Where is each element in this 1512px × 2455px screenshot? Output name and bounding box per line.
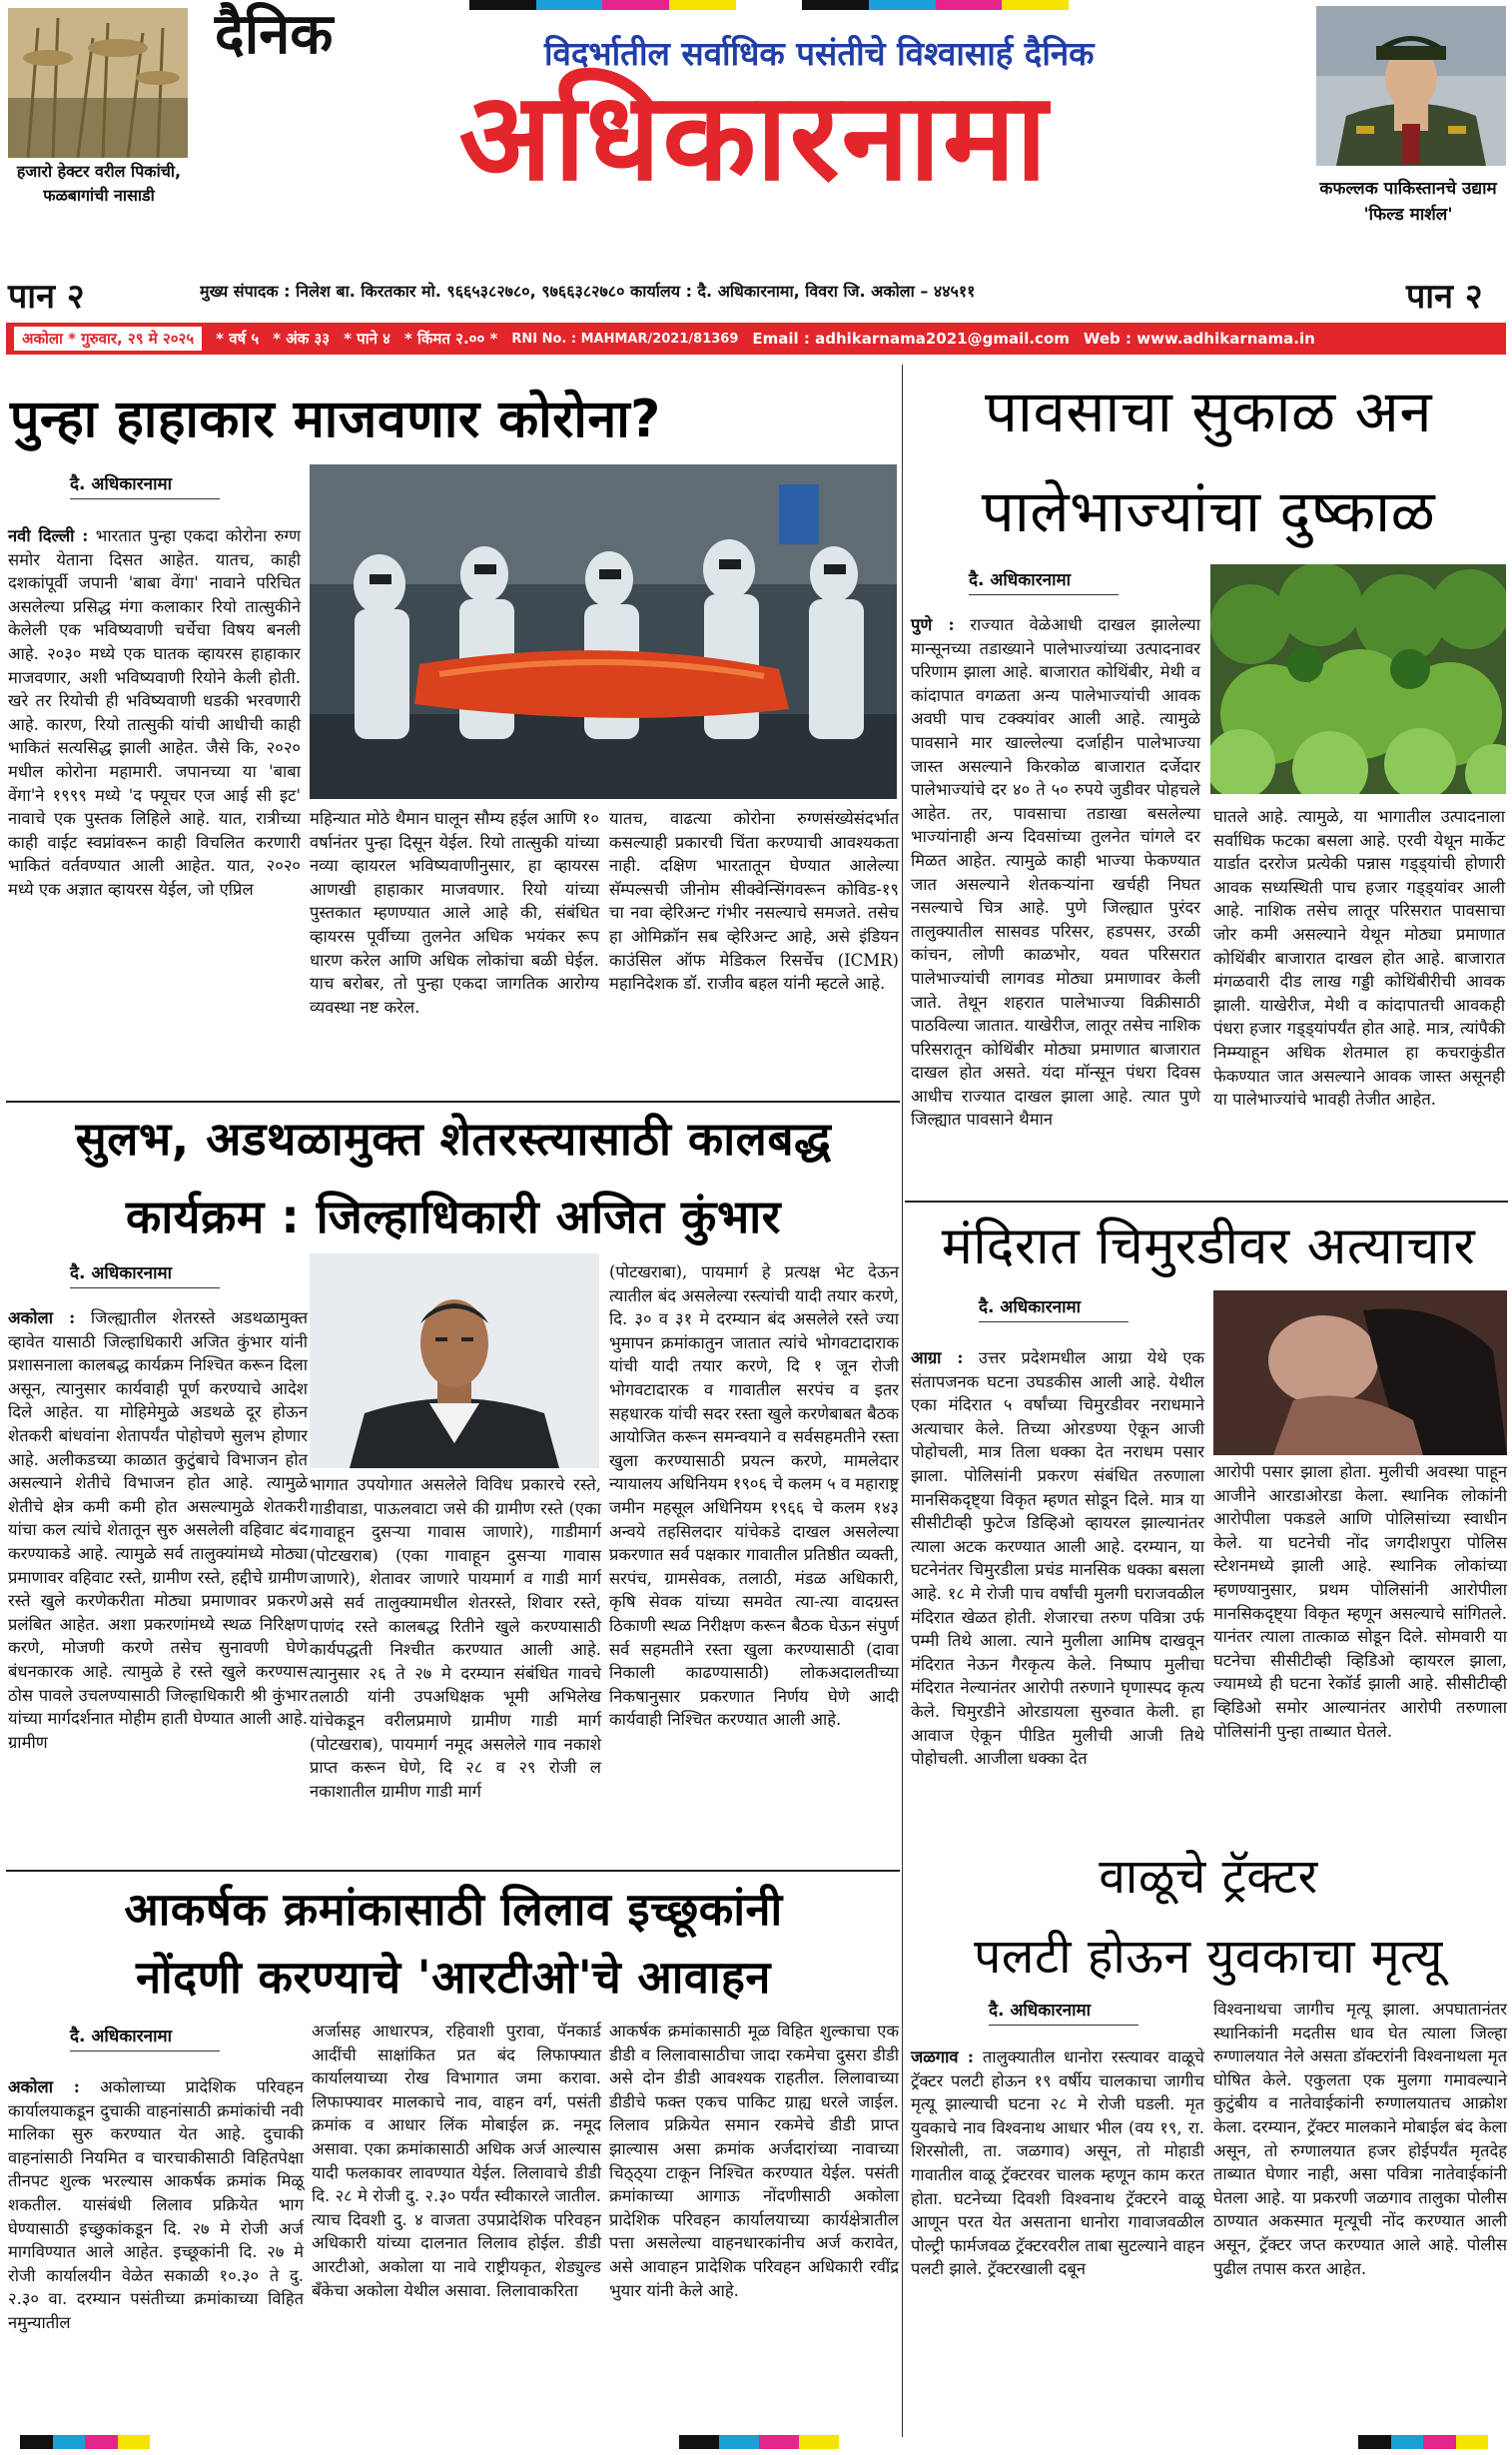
corona-photo — [310, 464, 897, 799]
rto-col1 — [8, 2075, 304, 2335]
collector-photo — [310, 1253, 599, 1468]
rto-dateline: अकोला : — [8, 2077, 80, 2096]
shet-byline — [70, 1260, 220, 1288]
masthead-daily: दैनिक — [215, 2, 334, 67]
corona-col1 — [8, 524, 301, 902]
rni-number: RNI No. : MAHMAR/2021/81369 — [511, 331, 739, 347]
rain-byline — [969, 567, 1119, 595]
mandir-col2: आरोपी पसार झाला होता. मुलीची अवस्था पाहून आजीने आरडाओरडा केला. स्थानिक लोकांनी आरोपीला पकडले आणि पोलिसांच्या स्वाधीन केले. या घटनेची नोंद जगदीशपुरा पोलिस स्टेशनमध्ये झाली आहे. स्थानिक लोकांच्या म्हणण्यानुसार, प्रथम पोलिसांनी आरोपीला मानसिकदृष्ट्या विकृत म्हणून असल्याचे सांगितले. यानंतर त्याला तात्काळ सोडून दिले. सोमवारी या घटनेचा सीसीटीव्ही व्हिडिओ व्हायरल झाला, ज्यामध्ये ही घटना रेकॉर्ड झाली आहे. सीसीटीव्ही व्हिडिओ समोर आल्यानंतर आरोपी तरुणाला पोलिसांनी पुन्हा ताब्यात घेतले. — [1213, 1462, 1507, 1741]
mandir-col1 — [911, 1346, 1204, 1771]
rto-byline — [70, 2024, 220, 2051]
editor-line: मुख्य संपादक : निलेश बा. किरतकार मो. ९६६५३८२७८०, ९७६६३८२७८० कार्यालय : दै. अधिकारनामा, विवरा जि. अकोला – ४४५११ — [200, 282, 976, 301]
shet-col1-text: जिल्ह्यातील शेतरस्ते अडथळामुक्त व्हावेत यासाठी जिल्हाधिकारी अजित कुंभार यांनी प्रशासनाला कालबद्ध कार्यक्रम निश्चित करून दिला असून, त्यानुसार कार्यवाही पूर्ण करण्याचे आदेश दिले आहेत. या मोहिमेमुळे अडथळे दूर होऊन शेतकरी बांधवांना शेतापर्यंत पोहोचणे सुलभ होणार आहे. अलीकडच्या काळात कुटुंबाचे विभाजन होत असल्याने शेतीचे विभाजन होत आहे. त्यामुळे शेतीचे क्षेत्र कमी कमी होत असल्यामुळे शेतकरी यांचा कल त्यांचे शेतातून सुरु असलेली वहिवाट बंद करण्याकडे आहे. त्यामुळे सर्व तालुक्यांमध्ये मोठ्या प्रमाणावर वहिवाट रस्ते, ग्रामीण रस्ते, हद्दीचे ग्रामीण रस्ते खुले करणेकरीता मोठ्या प्रमाणावर प्रकरणे प्रलंबित आहेत. अशा प्रकरणांमध्ये स्थळ निरिक्षण करणे, मोजणी करणे तसेच सुनावणी घेणे बंधनकारक आहे. त्यामुळे हे रस्ते खुले करण्यास ठोस पावले उचलण्यासाठी जिल्हाधिकारी श्री कुंभार यांच्या मार्गदर्शनात मोहीम हाती घेण्यात आली आहे. ग्रामीण — [8, 1308, 308, 1752]
shet-col1 — [8, 1306, 308, 1754]
info-bar — [6, 323, 1506, 355]
corona-col2: महिन्यात मोठे थैमान घालून सौम्य हईल आणि १० वर्षानंतर पुन्हा दिसून येईल. रियो तात्सुकी यांच्या नव्या व्हायरल भविष्यवाणीनुसार, हा व्हायरस आणखी हाहाकार माजवणार. रियो यांच्या पुस्तकात म्हणण्यात आले आहे की, संबंधित व्हायरस पूर्वीच्या तुलनेत अधिक भयंकर रूप धारण करेल आणि अधिक लोकांचा बळी घेईल. याच बरोबर, तो पुन्हा एकदा जागतिक आरोग्य व्यवस्था नष्ट करेल. — [310, 809, 599, 1017]
tractor-dateline: जळगाव : — [911, 2047, 974, 2066]
mandir-col1-text: उत्तर प्रदेशमधील आग्रा येथे एक संतापजनक घटना उघडकीस आली आहे. येथील एका मंदिरात ५ वर्षांच्या चिमुरडीवर नराधमाने अत्याचार केले. तिच्या ओरडण्या ऐकून आजी पोहोचली, मात्र तिला धक्का देत नराधम पसार झाला. पोलिसांनी प्रकरण संबंधित तरुणाला मानसिकदृष्ट्या विकृत म्हणत सोडून दिले. मात्र या सीसीटीव्ही फुटेज डिव्हिओ व्हायरल झाल्यानंतर त्याला अटक करण्यात आली आहे. दरम्यान, या घटनेनंतर चिमुरडीला प्रचंड मानसिक धक्का बसला आहे. १८ मे रोजी पाच वर्षांची मुलगी घराजवळील मंदिरात खेळत होती. शेजारचा तरुण पवित्रा उर्फ पम्मी तिथे आला. त्याने मुलीला आमिष दाखवून मंदिरात नेऊन गैरकृत्य केले. निष्पाप मुलीचा मंदिरात नेल्यानंतर आरोपी तरुणाने घृणास्पद कृत्य केले. चिमुरडीने ओरडायला सुरुवात केली. हा आवाज ऐकून पीडित मुलीची आजी तिथे पोहोचली. आजीला धक्का देत — [911, 1348, 1205, 1769]
email-link[interactable]: Email : adhikarnama2021@gmail.com — [752, 330, 1070, 348]
tractor-byline — [989, 1998, 1138, 2026]
issue-year: * वर्ष ५ — [216, 330, 260, 348]
rto-col1-text: अकोलाच्या प्रादेशिक परिवहन कार्यालयाकडून दुचाकी वाहनांसाठी क्रमांकांची नवी मालिका सुरु करण्यात येत आहे. दुचाकी वाहनांसाठी नियमित व चारचाकीसाठी विहितपेक्षा तीनपट शुल्क भरल्यास आकर्षक क्रमांक मिळू शकतील. यासंबंधी लिलाव प्रक्रियेत भाग घेण्यासाठी इच्छुकांकडून दि. २७ मे रोजी अर्ज मागविण्यात आले आहेत. इच्छूकांनी दि. २७ मे रोजी कार्यालयीन वेळेत सकाळी १०.३० ते दु. २.३० वा. दरम्यान पसंतीच्या क्रमांकाच्या विहित नमुन्यातील — [8, 2077, 304, 2332]
corona-headline: पुन्हा हाहाकार माजवणार कोरोना? — [10, 390, 661, 449]
shet-col2: भागात उपयोगात असलेले विविध प्रकारचे रस्ते, गाडीवाडा, पाऊलवाटा जसे की ग्रामीण रस्ते (एका गावाहून दुसऱ्या गावास जाणारे), गाडीमार्ग (पोटखराब) (एका गावाहून दुसऱ्या गावास जाणारे), शेतावर जाणारे पायमार्ग व गाडी मार्ग असे सर्व तालुक्यामधील शेतरस्ते, शिवार रस्ते, पाणंद रस्ते कालबद्ध रितीने खुले करण्यासाठी कार्यपद्धती निश्चीत करण्यात आली आहे. त्यानुसार २६ ते २७ मे दरम्यान संबंधित गावचे तलाठी यांनी उपअधिक्षक भूमी अभिलेख यांचेकडून वरीलप्रमाणे ग्रामीण गाडी मार्ग (पोटखराब), पायमार्ग नमूद असलेले गाव नकाशे प्राप्त करून घेणे, दि २८ व २९ रोजी ल नकाशातील ग्रामीण गाडी मार्ग — [310, 1475, 601, 1801]
corona-col1-text: भारतात पुन्हा एकदा कोरोना रुग्ण समोर येताना दिसत आहेत. यातच, काही दशकांपूर्वी जपानी 'बाबा वेंगा' नावाने परिचित असलेल्या प्रसिद्ध मंगा कलाकार रियो तात्सुकीने केलेली एक भविष्यवाणी चर्चेचा विषय बनली आहे. २०३० मध्ये एक घातक व्हायरस हाहाकार माजवणार, अशी भविष्यवाणी रियोने केली होती. खरे तर रियोची ही भविष्यवाणी धडकी भरवणारी आहे. कारण, रियो तात्सुकी यांची आधीची काही भाकितं सत्यसिद्ध झाली आहेत. जैसे कि, २०२० मधील कोरोना महामारी. जपानच्या या 'बाबा वेंगा'ने १९९९ मध्ये 'द फ्यूचर एज आई सी इट' नावाचे एक पुस्तक लिहिले आहे. यात, रात्रीच्या काही वाईट स्वप्नांवरून काही विचलित करणारी भाकितं वर्तवण्यात आली आहेत. यात, २०२० मध्ये एक अज्ञात व्हायरस येईल, जो एप्रिल — [8, 526, 301, 899]
tractor-col1 — [911, 2046, 1204, 2281]
rain-dateline: पुणे : — [911, 615, 955, 634]
top-color-strip — [469, 0, 1069, 10]
rto-col2: अर्जासह आधारपत्र, रहिवाशी पुरावा, पॅनकार्ड आदींची साक्षांकित प्रत बंद लिफाफ्यात कार्यालयाच्या रोख विभागात जमा करावा. लिफाफ्यावर मालकाचे नाव, वाहन वर्ग, पसंती क्रमांक व आधार लिंक मोबाईल क्र. नमूद असावा. एका क्रमांकासाठी अधिक अर्ज आल्यास यादी फलकावर लावण्यात येईल. लिलावाचे डीडी दि. २८ मे रोजी दु. २.३० पर्यंत स्वीकारले जातील. त्याच दिवशी दु. ४ वाजता उपप्रादेशिक परिवहन अधिकारी यांच्या दालनात लिलाव होईल. डीडी आरटीओ, अकोला या नावे राष्ट्रीयकृत, शेड्युल्ड बँकेचा अकोला येथील असावा. लिलावाकरिता — [312, 2022, 601, 2300]
rto-headline-line2: नोंदणी करण्याचे 'आरटीओ'चे आवाहन — [136, 1951, 771, 2004]
masthead-tagline: विदर्भातील सर्वाधिक पसंतीचे विश्वासार्ह दैनिक — [544, 34, 1095, 73]
bottom-color-strip-left — [20, 2435, 150, 2449]
masthead-title: अधिकारनामा — [458, 66, 1050, 208]
rain-byline-text: दै. अधिकारनामा — [969, 570, 1072, 590]
issue-price: * किंमत २.०० * — [403, 330, 498, 348]
corona-col3: यातच, वाढत्या कोरोना रुग्णसंख्येसंदर्भात कसल्याही प्रकारची चिंता करण्याची आवश्यकता नाही. दक्षिण भारतातून घेण्यात आलेल्या सॅम्पल्सची जीनोम सीक्वेन्सिंगवरून कोविड-१९ चा नवा व्हेरिअन्ट गंभीर नसल्याचे समजते. तसेच हा ओमिक्रॉन सब व्हेरिअन्ट आहे, असे इंडियन काउंसिल ऑफ मेडिकल रिसर्चेच (ICMR) महानिदेशक डॉ. राजीव बहल यांनी म्हटले आहे. — [609, 809, 899, 994]
mandir-byline-text: दै. अधिकारनामा — [979, 1297, 1082, 1317]
issue-date: अकोला * गुरुवार, २९ मे २०२५ — [14, 327, 202, 351]
bottom-color-strip-center — [679, 2435, 839, 2449]
page-number-right: पान २ — [1406, 277, 1483, 317]
shet-dateline: अकोला : — [8, 1308, 76, 1327]
rto-headline-line1: आकर्षक क्रमांकासाठी लिलाव इच्छूकांनी — [124, 1883, 783, 1936]
tractor-byline-text: दै. अधिकारनामा — [989, 2001, 1092, 2021]
rto-top-rule — [6, 1870, 900, 1872]
mandir-headline: मंदिरात चिमुरडीवर अत्याचार — [941, 1217, 1476, 1276]
rto-byline-text: दै. अधिकारनामा — [70, 2027, 173, 2046]
corona-byline-text: दै. अधिकारनामा — [70, 474, 173, 494]
shet-headline-line1: सुलभ, अडथळामुक्त शेतरस्त्यासाठी कालबद्ध — [75, 1112, 832, 1166]
page-number-left: पान २ — [8, 277, 85, 317]
shet-top-rule — [6, 1101, 900, 1103]
tractor-col1-text: तालुक्यातील धानोरा रस्त्यावर वाळूचे ट्रॅक्टर पलटी होऊन १९ वर्षीय चालकाचा जागीच मृत्यू झाल्याची घटना २८ मे रोजी घडली. मृत युवकाचे नाव विश्वनाथ आधार भील (वय १९, रा. शिरसोली, ता. जळगाव) असून, तो मोहाडी गावातील वाळू ट्रॅक्टरवर चालक म्हणून काम करत होता. घटनेच्या दिवशी विश्वनाथ ट्रॅक्टरने वाळू आणून परत येत असताना धानोरा गावाजवळील पोल्ट्री फार्मजवळ ट्रॅक्टरवरील ताबा सुटल्याने वाहन पलटी झाले. ट्रॅक्टरखाली दबून — [911, 2047, 1204, 2279]
bottom-color-strip-right — [1358, 2435, 1488, 2449]
shet-byline-text: दै. अधिकारनामा — [70, 1263, 173, 1283]
rain-col2: घातले आहे. त्यामुळे, या भागातील उत्पादनाला सर्वाधिक फटका बसला आहे. एरवी येथून मार्केट यार्डात दररोज प्रत्येकी पन्नास गड्ड्यांची होणारी आवक सध्यस्थिती पाच हजार गड्ड्यांवर आली आहे. नाशिक तसेच लातूर परिसरात पावसाचा जोर कमी असल्याने येथून मोठ्या प्रमाणात कोथिंबीर बाजारात दाखल होत आहे. बाजारात मंगळवारी दीड लाख गड्डी कोथिंबीरीची आवक झाली. याखेरीज, मेथी व कांदापातची आवकही पंधरा हजार गड्ड्यांपर्यंत होत आहे. मात्र, त्यांपैकी निम्म्याहून अधिक शेतमाल हा कचराकुंडीत फेकण्यात जात असल्याने आवक जास्त असूनही या पालेभाज्यांचे भावही तेजीत आहेत. — [1213, 807, 1505, 1110]
tractor-headline-line1: वाळूचे ट्रॅक्टर — [1099, 1849, 1318, 1905]
tractor-col2: विश्वनाथचा जागीच मृत्यू झाला. अपघातानंतर स्थानिकांनी मदतीस धाव घेत त्याला जिल्हा रुग्णालयात नेले असता डॉक्टरांनी विश्वनाथला मृत घोषित केले. एकुलता एक मुलगा गमावल्याने कुटुंबीय व नातेवाईकांनी रुग्णालयातच आक्रोश केला. दरम्यान, ट्रॅक्टर मालकाने मोबाईल बंद केला असून, तो रुग्णालयात हजर होईपर्यंत मृतदेह ताब्यात घेणार नाही, असा पवित्रा नातेवाईकांनी घेतला आहे. या प्रकरणी जळगाव तालुका पोलीस ठाण्यात अकस्मात मृत्यूची नोंद करण्यात आली असून, ट्रॅक्टर जप्त करण्यात आले आहे. पोलीस पुढील तपास करत आहेत. — [1213, 2000, 1507, 2278]
left-photo-caption: हजारो हेक्टर वरील पिकांची, फळबागांची नासाडी — [16, 162, 182, 205]
tractor-headline-line2: पलटी होऊन युवकाचा मृत्यू — [974, 1929, 1443, 1985]
shet-headline-line2: कार्यक्रम : जिल्हाधिकारी अजित कुंभार — [126, 1190, 781, 1243]
mandir-top-rule — [905, 1201, 1508, 1203]
corona-byline — [70, 471, 220, 499]
page-count: * पाने ४ — [344, 330, 390, 348]
rain-col1 — [911, 613, 1200, 1132]
rain-col1-text: राज्यात वेळेआधी दाखल झालेल्या मान्सूनच्या तडाख्याने पालेभाज्यांच्या उत्पादनावर परिणाम झाला आहे. बाजारात कोथिंबीर, मेथी व कांदापात वगळता अन्य पालेभाज्यांची आवक अवघी पाच टक्क्यांवर आली आहे. त्यामुळे पावसाने मार खाल्लेल्या दर्जाहीन पालेभाज्या जास्त असल्याने किरकोळ बाजारात दर्जेदार पालेभाज्यांचे दर ४० ते ५० रुपये जुडीवर पोहचले आहेत. तर, पावसाचा तडाखा बसलेल्या भाज्यांनाही अन्य दिवसांच्या तुलनेत चांगले दर मिळत आहेत. त्यामुळे काही भाज्या फेकण्यात जात असल्याने शेतकऱ्यांना खर्चही निघत नसल्याचे चित्र आहे. पुणे जिल्ह्यात पुरंदर तालुक्यातील सासवड परिसर, हडपसर, उरळी कांचन, लोणी काळभोर, यवत परिसरात पालेभाज्यांची लागवड मोठ्या प्रमाणावर केली जाते. तेथून शहरात पालेभाज्या विक्रीसाठी पाठविल्या जातात. याखेरीज, लातूर तसेच नाशिक परिसरातून कोथिंबीर मोठ्या प्रमाणात बाजारात दाखल होत असते. यंदा मॉन्सून पंधरा दिवस आधीच राज्यात दाखल झाला आहे. त्यात पुणे जिल्ह्यात पावसाने थैमान — [911, 615, 1200, 1130]
column-rule-main — [902, 365, 903, 2437]
website-link[interactable]: Web : www.adhikarnama.in — [1083, 330, 1315, 348]
rain-headline-line1: पावसाचा सुकाळ अन — [984, 378, 1433, 445]
mandir-byline — [979, 1294, 1129, 1322]
rto-col3: आकर्षक क्रमांकासाठी मूळ विहित शुल्काचा एक डीडी व लिलावासाठीचा जादा रकमेचा दुसरा डीडी असे दोन डीडी आवश्यक राहतील. लिलावाच्या डीडीचे फक्त एकच पाकिट ग्राह्य धरले जाईल. लिलाव प्रक्रियेत समान रकमेचे डीडी प्राप्त झाल्यास असा क्रमांक अर्जदारांच्या नावाच्या चिठ्ठ्या टाकून निश्चित करण्यात येईल. पसंती क्रमांकाच्या आगाऊ नोंदणीसाठी अकोला प्रादेशिक परिवहन कार्यालयाच्या कार्यक्षेत्रातील पत्ता असलेल्या वाहनधारकांनीच अर्ज करावेत, असे आवाहन प्रादेशिक परिवहन अधिकारी रवींद्र भुयार यांनी केले आहे. — [609, 2022, 899, 2300]
vegetables-photo — [1210, 564, 1506, 794]
issue-number: * अंक ३३ — [273, 330, 331, 348]
mandir-photo — [1213, 1290, 1507, 1455]
rain-headline-line2: पालेभाज्यांचा दुष्काळ — [981, 477, 1436, 545]
right-photo-caption: कफल्लक पाकिस्तानचे उद्याम 'फिल्ड मार्शल' — [1319, 179, 1497, 225]
corona-dateline: नवी दिल्ली : — [8, 526, 89, 545]
shet-col3: (पोटखराबा), पायमार्ग हे प्रत्यक्ष भेट देऊन त्यातील बंद असलेल्या रस्त्यांची यादी तयार करणे, दि. ३० व ३१ मे दरम्यान बंद असलेले रस्ते ज्या भुमापन क्रमांकातुन जातात त्यांचे भोगवटादाराक यांची यादी तयार करणे, दि १ जून रोजी भोगवटादारक व गावातील सरपंच व इतर सहधारक यांची सदर रस्ता खुले करणेबाबत बैठक आयोजित करून समन्वयाने व सर्वसहमतीने रस्ता खुला करण्यासाठी प्रयत्न करणे, मामलेदार न्यायालय अधिनियम १९०६ चे कलम ५ व महाराष्ट्र जमीन महसूल अधिनियम १९६६ चे कलम १४३ अन्वये तहसिलदार यांचेकडे दाखल असलेल्या प्रकरणात सर्व पक्षकार गावातील प्रतिष्ठीत व्यक्ती, सरपंच, ग्रामसेवक, तलाठी, मंडळ अधिकारी, कृषि सेवक यांच्या समवेत त्या-त्या वादग्रस्त ठिकाणी स्थळ निरीक्षण करून बैठक घेऊन संपुर्ण सर्व सहमतीने रस्ता खुला करण्यासाठी (दावा निकाली काढण्यासाठी) लोकअदालतीच्या निकषानुसार प्रकरणात निर्णय घेणे आदी कार्यवाही निश्चित करण्यात आली आहे. — [609, 1262, 899, 1730]
mandir-dateline: आग्रा : — [911, 1348, 964, 1367]
crop-damage-photo — [8, 8, 188, 158]
field-marshal-photo — [1316, 6, 1506, 166]
